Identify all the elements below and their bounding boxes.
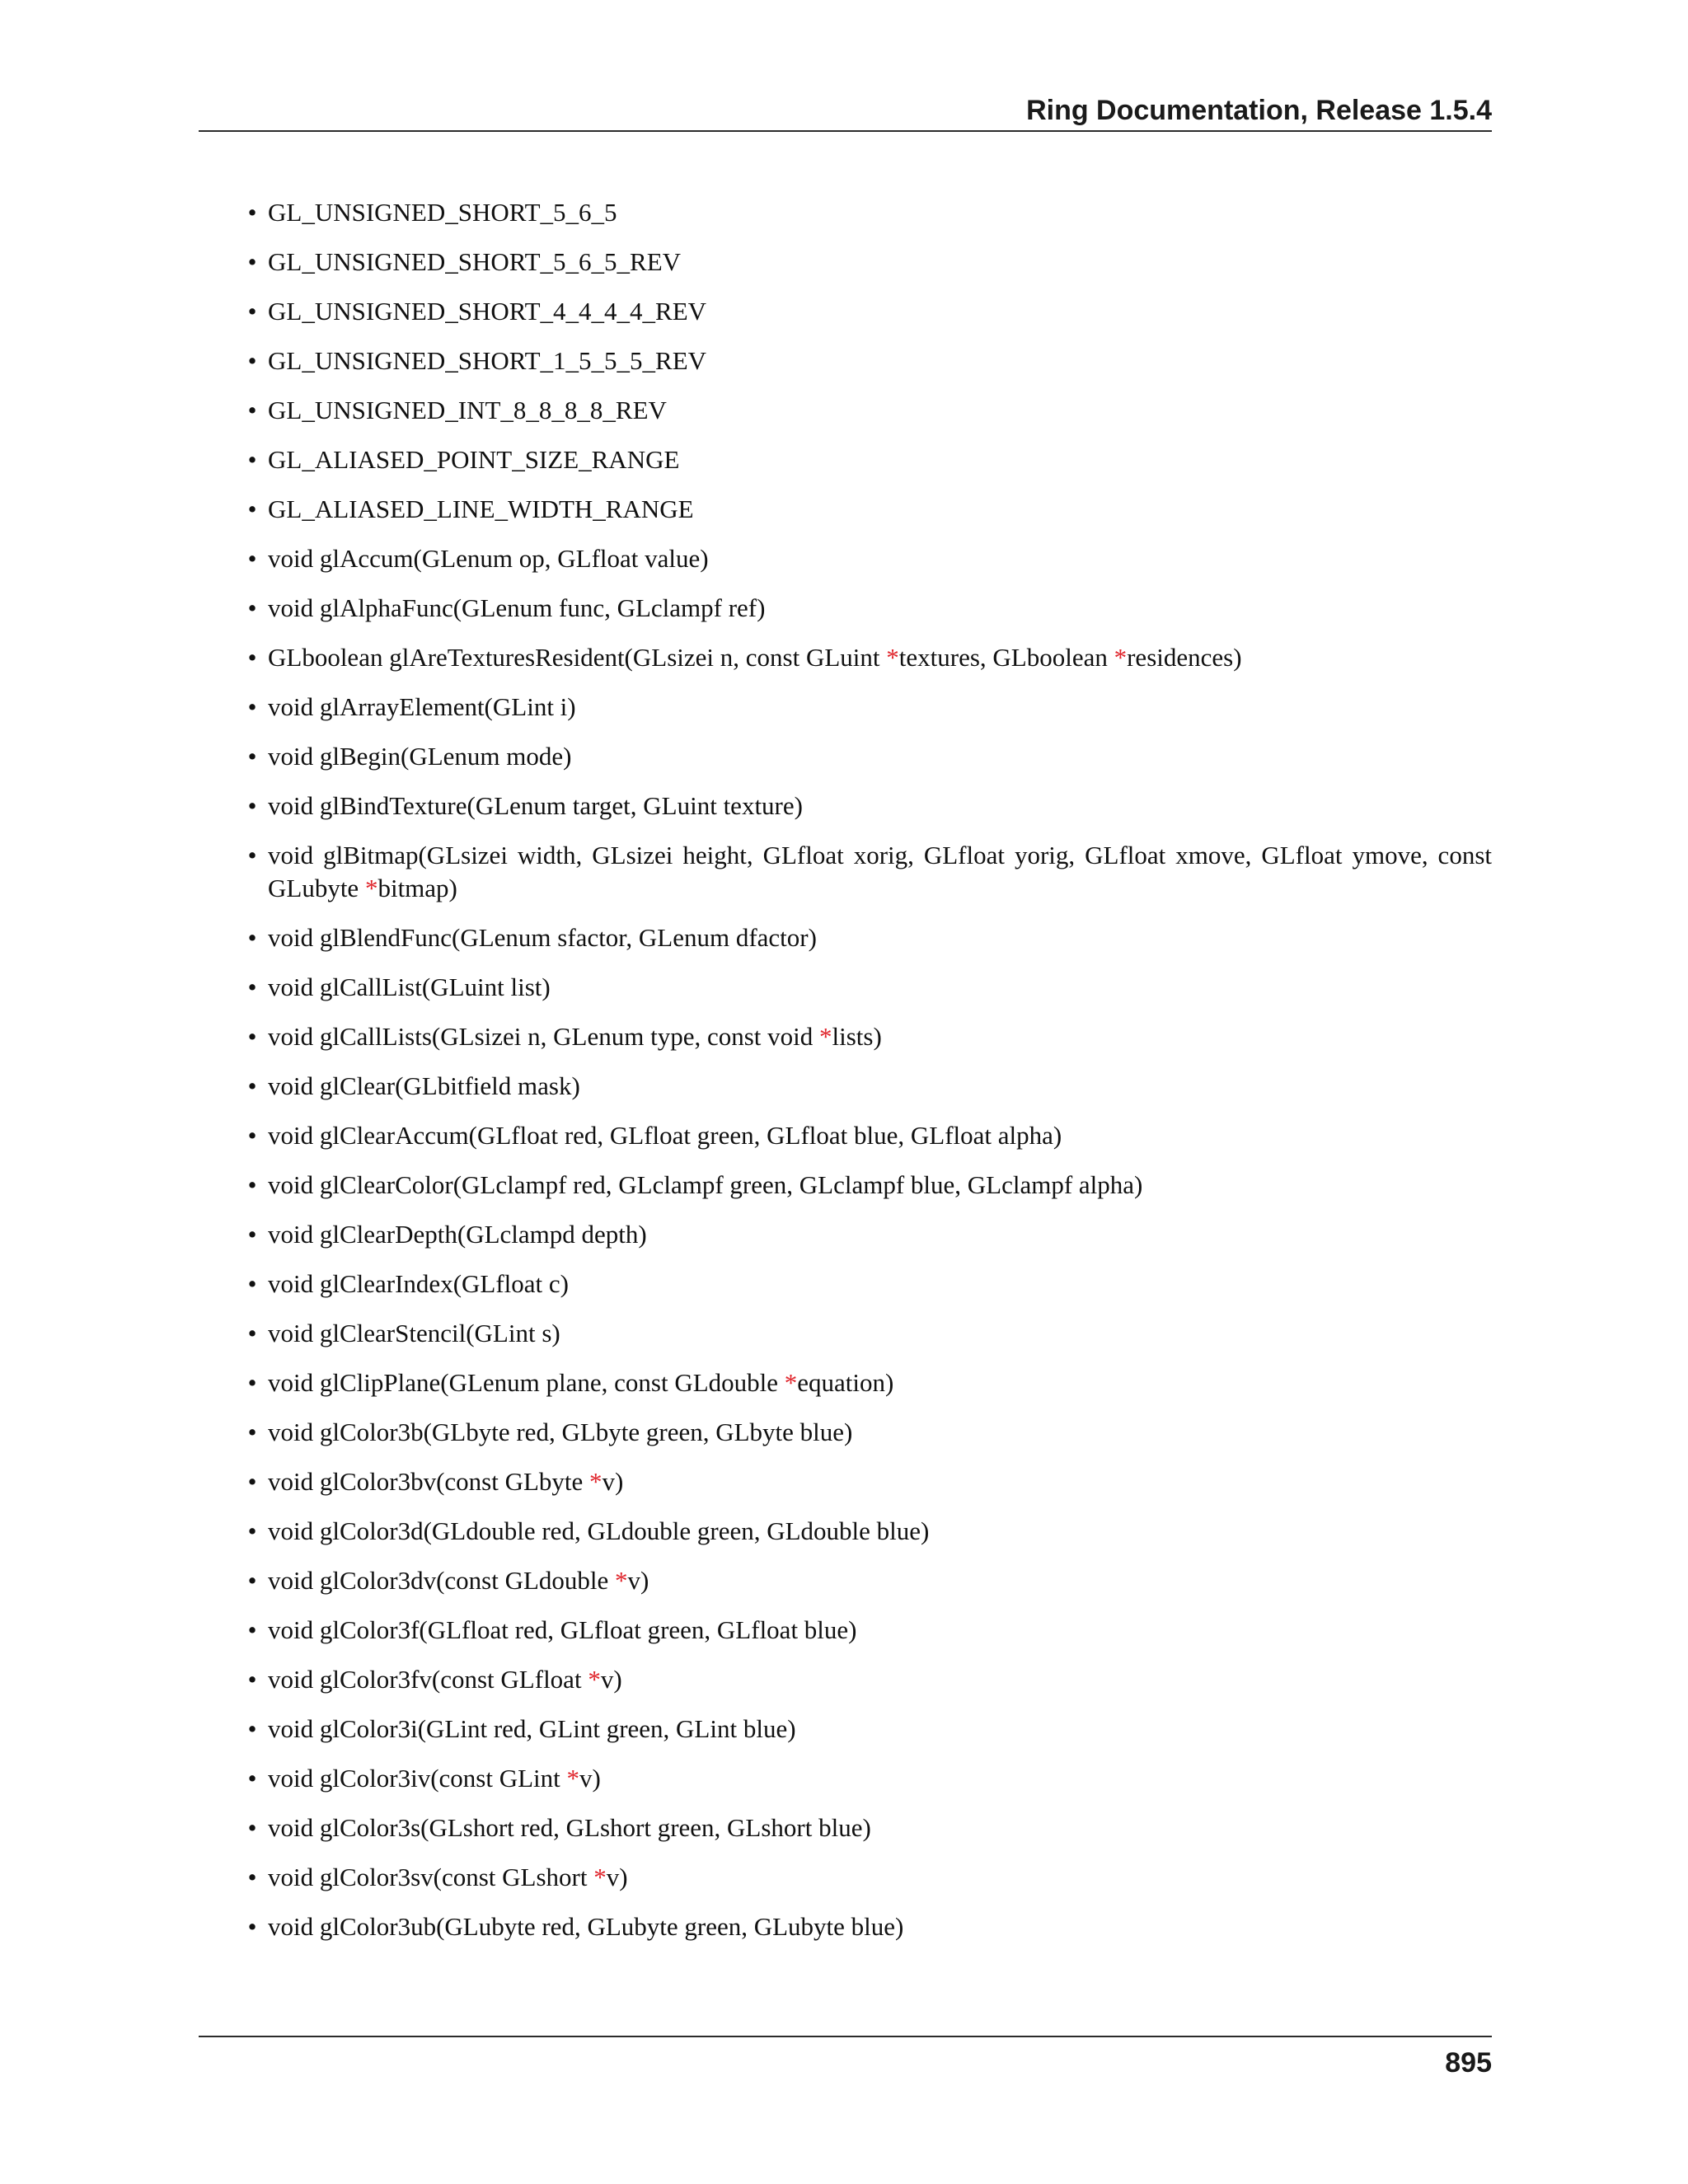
bullet-icon: • xyxy=(247,346,257,375)
bullet-icon: • xyxy=(247,1566,257,1595)
list-item xyxy=(199,1366,1492,1399)
list-item xyxy=(199,1268,1492,1301)
list-item-text: void glBindTexture(GLenum target, GLuint texture) xyxy=(268,791,803,820)
list-item xyxy=(199,1614,1492,1647)
list-item xyxy=(199,971,1492,1004)
list-item xyxy=(199,1416,1492,1449)
list-item-text: GL_UNSIGNED_SHORT_1_5_5_5_REV xyxy=(268,346,707,375)
bullet-icon: • xyxy=(247,1121,257,1150)
list-item xyxy=(199,1762,1492,1795)
list-item-text: void glColor3s(GLshort red, GLshort green, GLshort blue) xyxy=(268,1813,871,1842)
bullet-icon: • xyxy=(247,1764,257,1793)
bullet-icon: • xyxy=(247,396,257,424)
list-item-text: void glClearAccum(GLfloat red, GLfloat green, GLfloat blue, GLfloat alpha) xyxy=(268,1121,1062,1150)
api-list xyxy=(199,196,1492,1960)
list-item-text: void glClearIndex(GLfloat c) xyxy=(268,1269,569,1298)
bullet-icon: • xyxy=(247,923,257,952)
bullet-icon: • xyxy=(247,1022,257,1051)
bullet-icon: • xyxy=(247,1269,257,1298)
list-item xyxy=(199,443,1492,476)
list-item-text: void glColor3b(GLbyte red, GLbyte green, GLbyte blue) xyxy=(268,1418,853,1446)
list-item xyxy=(199,246,1492,279)
list-item xyxy=(199,1564,1492,1597)
list-item xyxy=(199,592,1492,625)
list-item-text: void glColor3dv(const GLdouble *v) xyxy=(268,1566,649,1595)
list-item-text: void glAccum(GLenum op, GLfloat value) xyxy=(268,544,709,573)
list-item xyxy=(199,1713,1492,1746)
bullet-icon: • xyxy=(247,593,257,622)
list-item xyxy=(199,1218,1492,1251)
page-header xyxy=(199,89,1492,132)
list-item xyxy=(199,196,1492,229)
bullet-icon: • xyxy=(247,1071,257,1100)
bullet-icon: • xyxy=(247,1516,257,1545)
list-item-text: void glBitmap(GLsizei width, GLsizei height, GLfloat xorig, GLfloat yorig, GLfloat xmove, GLfloat ymove, const GLubyte *bitmap) xyxy=(268,841,1492,902)
bullet-icon: • xyxy=(247,198,257,227)
bullet-icon: • xyxy=(247,544,257,573)
list-item-text: void glColor3i(GLint red, GLint green, GLint blue) xyxy=(268,1714,796,1743)
list-item-text: void glClearDepth(GLclampd depth) xyxy=(268,1220,647,1249)
list-item-text: void glCallLists(GLsizei n, GLenum type, const void *lists) xyxy=(268,1022,882,1051)
bullet-icon: • xyxy=(247,297,257,326)
list-item xyxy=(199,839,1492,905)
list-item-text: void glColor3f(GLfloat red, GLfloat green, GLfloat blue) xyxy=(268,1615,857,1644)
page-number: 895 xyxy=(1445,2047,1492,2079)
bullet-icon: • xyxy=(247,972,257,1001)
list-item xyxy=(199,1070,1492,1103)
list-item xyxy=(199,790,1492,823)
bullet-icon: • xyxy=(247,692,257,721)
list-item-text: GL_UNSIGNED_SHORT_5_6_5 xyxy=(268,198,617,227)
list-item-text: void glColor3iv(const GLint *v) xyxy=(268,1764,601,1793)
bullet-icon: • xyxy=(247,445,257,474)
list-item-text: GL_UNSIGNED_SHORT_4_4_4_4_REV xyxy=(268,297,707,326)
list-item xyxy=(199,1020,1492,1053)
list-item xyxy=(199,1910,1492,1943)
list-item xyxy=(199,641,1492,674)
bullet-icon: • xyxy=(247,1813,257,1842)
document-title: Ring Documentation, Release 1.5.4 xyxy=(1026,95,1492,126)
list-item xyxy=(199,394,1492,427)
list-item-text: void glClipPlane(GLenum plane, const GLdouble *equation) xyxy=(268,1368,894,1397)
bullet-icon: • xyxy=(247,1665,257,1694)
list-item-text: void glColor3ub(GLubyte red, GLubyte green, GLubyte blue) xyxy=(268,1912,904,1941)
list-item xyxy=(199,740,1492,773)
list-item xyxy=(199,1465,1492,1498)
list-item-text: void glAlphaFunc(GLenum func, GLclampf ref) xyxy=(268,593,766,622)
list-item xyxy=(199,1515,1492,1548)
list-item-text: void glColor3sv(const GLshort *v) xyxy=(268,1863,628,1891)
list-item-text: void glClear(GLbitfield mask) xyxy=(268,1071,580,1100)
list-item xyxy=(199,1663,1492,1696)
bullet-icon: • xyxy=(247,247,257,276)
list-item-text: void glArrayElement(GLint i) xyxy=(268,692,576,721)
bullet-icon: • xyxy=(247,1319,257,1347)
bullet-icon: • xyxy=(247,1220,257,1249)
list-item xyxy=(199,1119,1492,1152)
list-item xyxy=(199,344,1492,377)
list-item-text: void glColor3d(GLdouble red, GLdouble green, GLdouble blue) xyxy=(268,1516,930,1545)
bullet-icon: • xyxy=(247,1714,257,1743)
bullet-icon: • xyxy=(247,1863,257,1891)
bullet-icon: • xyxy=(247,494,257,523)
bullet-icon: • xyxy=(247,1912,257,1941)
list-item-text: void glColor3fv(const GLfloat *v) xyxy=(268,1665,622,1694)
bullet-icon: • xyxy=(247,742,257,771)
list-item xyxy=(199,691,1492,724)
list-item xyxy=(199,493,1492,526)
list-item-text: GL_ALIASED_LINE_WIDTH_RANGE xyxy=(268,494,694,523)
list-item-text: void glClearStencil(GLint s) xyxy=(268,1319,560,1347)
list-item xyxy=(199,921,1492,954)
list-item-text: void glBlendFunc(GLenum sfactor, GLenum dfactor) xyxy=(268,923,817,952)
bullet-icon: • xyxy=(247,643,257,672)
list-item xyxy=(199,1811,1492,1844)
page-footer xyxy=(199,2036,1492,2079)
list-item-text: GL_ALIASED_POINT_SIZE_RANGE xyxy=(268,445,680,474)
list-item xyxy=(199,295,1492,328)
bullet-icon: • xyxy=(247,791,257,820)
list-item-text: void glClearColor(GLclampf red, GLclampf green, GLclampf blue, GLclampf alpha) xyxy=(268,1170,1143,1199)
list-item xyxy=(199,542,1492,575)
bullet-icon: • xyxy=(247,1467,257,1496)
bullet-icon: • xyxy=(247,1170,257,1199)
bullet-icon: • xyxy=(247,1615,257,1644)
list-item-text: void glCallList(GLuint list) xyxy=(268,972,551,1001)
list-item xyxy=(199,1169,1492,1202)
list-item-text: GL_UNSIGNED_SHORT_5_6_5_REV xyxy=(268,247,682,276)
list-item-text: void glColor3bv(const GLbyte *v) xyxy=(268,1467,624,1496)
bullet-icon: • xyxy=(247,1368,257,1397)
list-item xyxy=(199,1317,1492,1350)
list-item-text: GL_UNSIGNED_INT_8_8_8_8_REV xyxy=(268,396,667,424)
list-item-text: void glBegin(GLenum mode) xyxy=(268,742,572,771)
bullet-icon: • xyxy=(247,841,257,869)
list-item-text: GLboolean glAreTexturesResident(GLsizei n, const GLuint *textures, GLboolean *residences) xyxy=(268,643,1242,672)
bullet-icon: • xyxy=(247,1418,257,1446)
list-item xyxy=(199,1861,1492,1894)
